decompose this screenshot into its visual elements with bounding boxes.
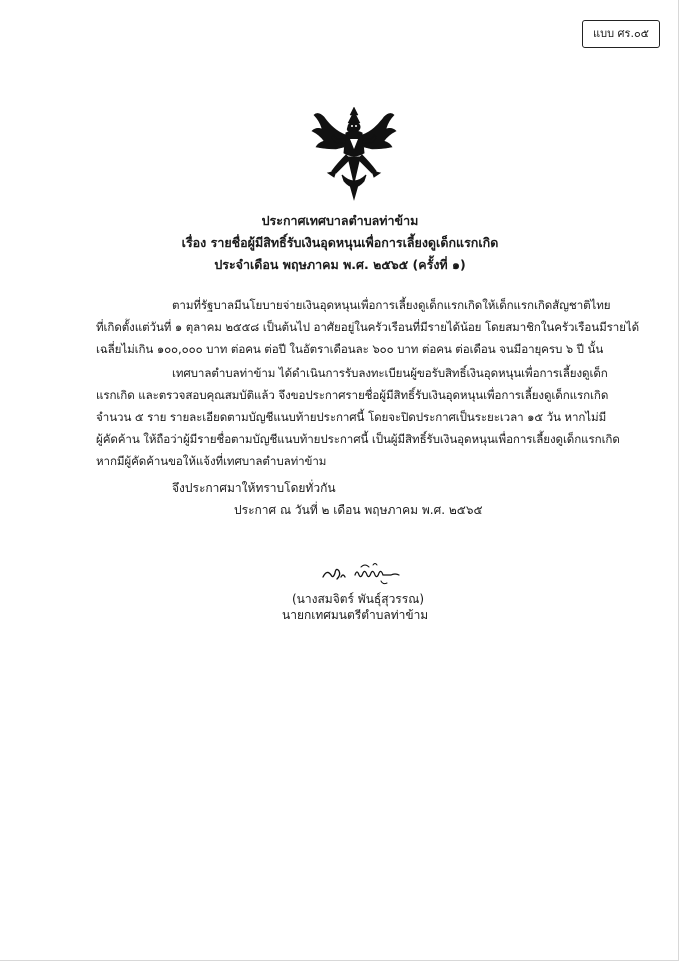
closing-statement: จึงประกาศมาให้ทราบโดยทั่วกัน	[172, 481, 336, 495]
announcement-heading: ประกาศเทศบาลตำบลท่าข้าม	[261, 213, 419, 228]
form-code-box: แบบ ศร.๐๕	[582, 20, 660, 48]
paragraph-registration	[96, 362, 632, 472]
announcement-date: ประกาศ ณ วันที่ ๒ เดือน พฤษภาคม พ.ศ. ๒๕๖๕	[234, 503, 483, 517]
signer-name: (นางสมจิตร์ พันธุ์สุวรรณ)	[292, 592, 425, 606]
announcement-subject: เรื่อง รายชื่อผู้มีสิทธิ์รับเงินอุดหนุนเพื่อการเลี้ยงดูเด็กแรกเกิด	[181, 235, 499, 250]
paragraph-line: หากมีผู้คัดค้านขอให้แจ้งที่เทศบาลตำบลท่าข้าม	[96, 454, 327, 468]
paragraph-line: เทศบาลตำบลท่าข้าม ได้ดำเนินการรับลงทะเบียนผู้ขอรับสิทธิ์เงินอุดหนุนเพื่อการเลี้ยงดูเด็ก	[172, 366, 608, 380]
paragraph-line: เฉลี่ยไม่เกิน ๑๐๐,๐๐๐ บาท ต่อคน ต่อปี ในอัตราเดือนละ ๖๐๐ บาท ต่อคน ต่อเดือน จนมีอายุครบ ๖ ปี นั้น	[96, 342, 604, 356]
garuda-emblem	[306, 105, 402, 201]
announcement-period: ประจำเดือน พฤษภาคม พ.ศ. ๒๕๖๕ (ครั้งที่ ๑)	[214, 257, 466, 272]
paragraph-line: จำนวน ๕ ราย รายละเอียดตามบัญชีแนบท้ายประกาศนี้ โดยจะปิดประกาศเป็นระยะเวลา ๑๕ วัน หากไม่มี	[96, 410, 607, 424]
signer-title: นายกเทศมนตรีตำบลท่าข้าม	[282, 608, 429, 622]
paragraph-line: ตามที่รัฐบาลมีนโยบายจ่ายเงินอุดหนุนเพื่อการเลี้ยงดูเด็กแรกเกิดให้เด็กแรกเกิดสัญชาติไทย	[172, 298, 611, 312]
paragraph-line: ผู้คัดค้าน ให้ถือว่าผู้มีรายชื่อตามบัญชีแนบท้ายประกาศนี้ เป็นผู้มีสิทธิ์รับเงินอุดหนุนเพื่อการเลี้ยงดูเด็กแรกเกิด	[96, 432, 620, 446]
paragraph-line: แรกเกิด และตรวจสอบคุณสมบัติแล้ว จึงขอประกาศรายชื่อผู้มีสิทธิ์รับเงินอุดหนุนเพื่อการเลี้ยงดูเด็กแรกเกิด	[96, 388, 609, 402]
signature-image	[321, 559, 407, 589]
paragraph-line: ที่เกิดตั้งแต่วันที่ ๑ ตุลาคม ๒๕๕๘ เป็นต้นไป อาศัยอยู่ในครัวเรือนที่มีรายได้น้อย โดยสมาชิกในครัวเรือนมีรายได้	[96, 320, 640, 334]
paragraph-policy	[96, 294, 640, 360]
